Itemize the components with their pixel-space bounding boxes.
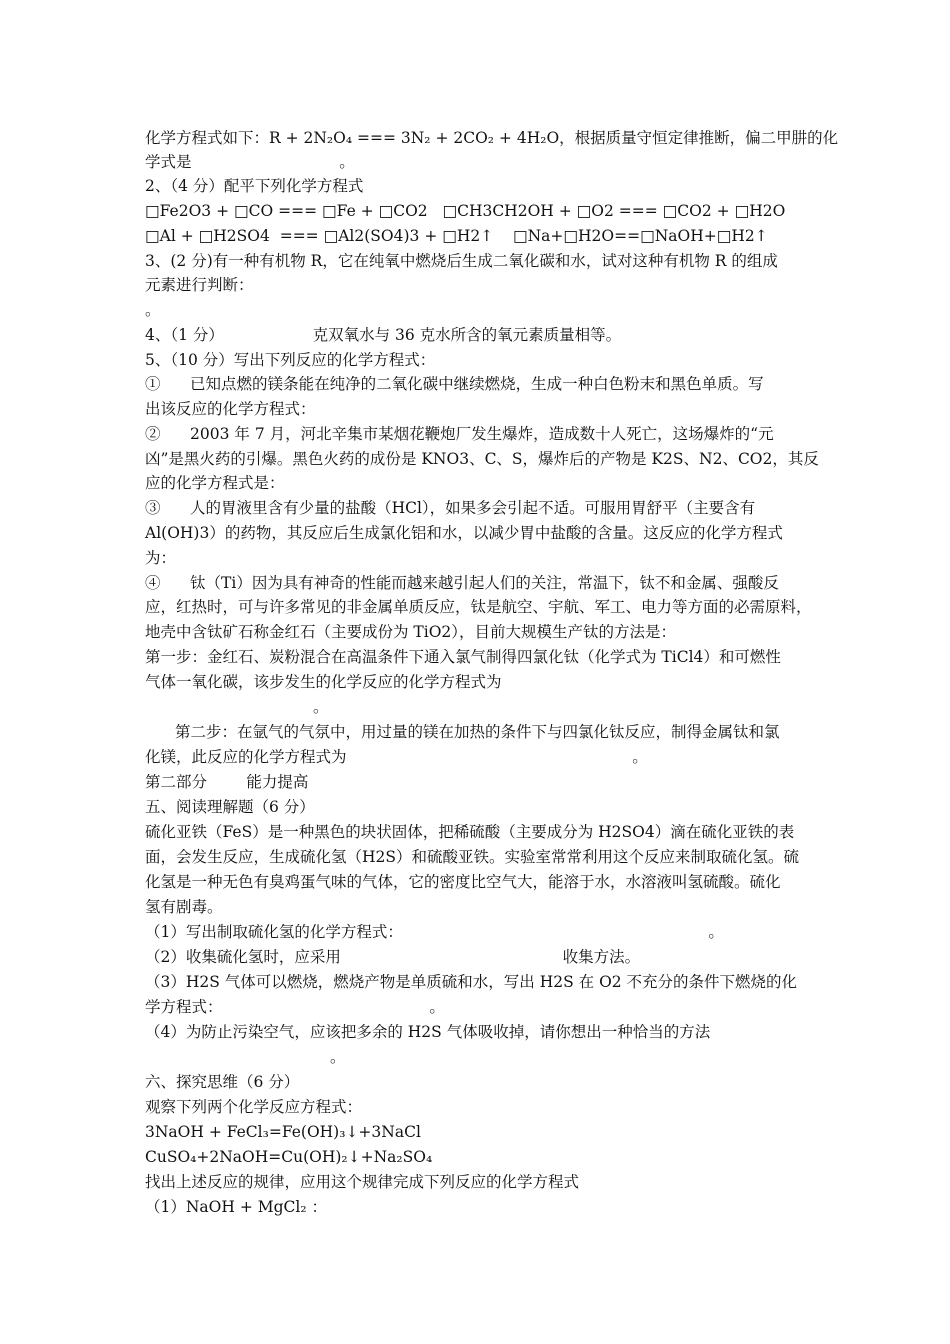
text-line: 应，红热时，可与许多常见的非金属单质反应，钛是航空、宇航、军工、电力等方面的必需原料，: [145, 598, 812, 616]
equation-line: CuSO₄+2NaOH=Cu(OH)₂↓+Na₂SO₄: [145, 1148, 433, 1166]
section-heading: 2、（4 分）配平下列化学方程式: [145, 177, 364, 195]
text-line: 第二步：在氩气的气氛中，用过量的镁在加热的条件下与四氯化钛反应，制得金属钛和氯: [175, 723, 780, 741]
text-line: 出该反应的化学方程式：: [145, 400, 316, 418]
section-heading: 六、探究思维（6 分）: [145, 1073, 300, 1091]
text-line: 学式是 。: [145, 153, 355, 171]
text-line: 化镁，此反应的化学方程式为 。: [145, 748, 648, 766]
text-line: 。: [145, 301, 161, 319]
section-heading: 五、阅读理解题（6 分）: [145, 798, 315, 816]
text-line: ④ 钛（Ti）因为具有神奇的性能而越来越引起人们的关注，常温下，钛不和金属、强酸反: [145, 574, 779, 592]
equation-line: 3NaOH + FeCl₃=Fe(OH)₃↓+3NaCl: [145, 1123, 421, 1141]
text-line: Al(OH)3）的药物，其反应后生成氯化铝和水，以减少胃中盐酸的含量。这反应的化学方程式: [145, 524, 783, 542]
text-line: 3、(2 分)有一种有机物 R，它在纯氧中燃烧后生成二氧化碳和水，试对这种有机物 R 的组成: [145, 252, 778, 270]
text-line: 氢有剧毒。: [145, 898, 223, 916]
part-heading: 第二部分 能力提高: [145, 773, 309, 791]
text-line: 地壳中含钛矿石称金红石（主要成份为 TiO2），目前大规模生产钛的方法是：: [145, 623, 677, 641]
question-line: （4）为防止污染空气，应该把多余的 H2S 气体吸收掉，请你想出一种恰当的方法: [145, 1023, 711, 1041]
text-line: 化氢是一种无色有臭鸡蛋气味的气体，它的密度比空气大，能溶于水，水溶液叫氢硫酸。硫化: [145, 873, 781, 891]
text-line: ① 已知点燃的镁条能在纯净的二氧化碳中继续燃烧，生成一种白色粉末和黑色单质。写: [145, 375, 764, 393]
question-line: （3）H2S 气体可以燃烧，燃烧产物是单质硫和水，写出 H2S 在 O2 不充分的条件下燃烧的化: [145, 973, 798, 991]
text-line: 找出上述反应的规律，应用这个规律完成下列反应的化学方程式: [145, 1173, 580, 1191]
text-line: 第一步：金红石、炭粉混合在高温条件下通入氯气制得四氯化钛（化学式为 TiCl4）和可燃性: [145, 648, 781, 666]
text-line: 应的化学方程式是：: [145, 474, 285, 492]
section-heading: 4、（1 分） 克双氧水与 36 克水所含的氧元素质量相等。: [145, 326, 622, 344]
text-line: 。: [330, 1048, 346, 1066]
text-line: 元素进行判断：: [145, 276, 254, 294]
question-line: （1）写出制取硫化氢的化学方程式： 。: [145, 923, 724, 941]
text-line: 面，会发生反应，生成硫化氢（H2S）和硫酸亚铁。实验室常常利用这个反应来制取硫化氢。硫: [145, 848, 800, 866]
question-line: 学方程式： 。: [145, 998, 445, 1016]
text-line: ③ 人的胃液里含有少量的盐酸（HCl），如果多会引起不适。可服用胃舒平（主要含有: [145, 499, 756, 517]
text-line: 为：: [145, 549, 177, 567]
text-line: 。: [313, 698, 329, 716]
equation-line: □Al + □H2SO4 === □Al2(SO4)3 + □H2↑ □Na+□H2O==□NaOH+□H2↑: [145, 227, 768, 245]
text-line: 化学方程式如下：R + 2N₂O₄ === 3N₂ + 2CO₂ + 4H₂O，根据质量守恒定律推断，偏二甲肼的化: [145, 129, 839, 147]
section-heading: 5、（10 分）写出下列反应的化学方程式：: [145, 351, 436, 369]
question-line: （2）收集硫化氢时，应采用 收集方法。: [145, 948, 641, 966]
text-line: 硫化亚铁（FeS）是一种黑色的块状固体，把稀硫酸（主要成分为 H2SO4）滴在硫化亚铁的表: [145, 823, 795, 841]
text-line: 气体一氧化碳，该步发生的化学反应的化学方程式为: [145, 673, 502, 691]
text-line: 凶”是黑火药的引爆。黑色火药的成份是 KNO3、C、S，爆炸后的产物是 K2S、N2、CO2，其反: [145, 450, 819, 468]
equation-line: □Fe2O3 + □CO === □Fe + □CO2 □CH3CH2OH + □O2 === □CO2 + □H2O: [145, 202, 786, 220]
text-line: ② 2003 年 7 月，河北辛集市某烟花鞭炮厂发生爆炸，造成数十人死亡，这场爆炸的“元: [145, 425, 774, 443]
question-line: （1）NaOH + MgCl₂ ：: [145, 1198, 327, 1216]
text-line: 观察下列两个化学反应方程式：: [145, 1098, 363, 1116]
